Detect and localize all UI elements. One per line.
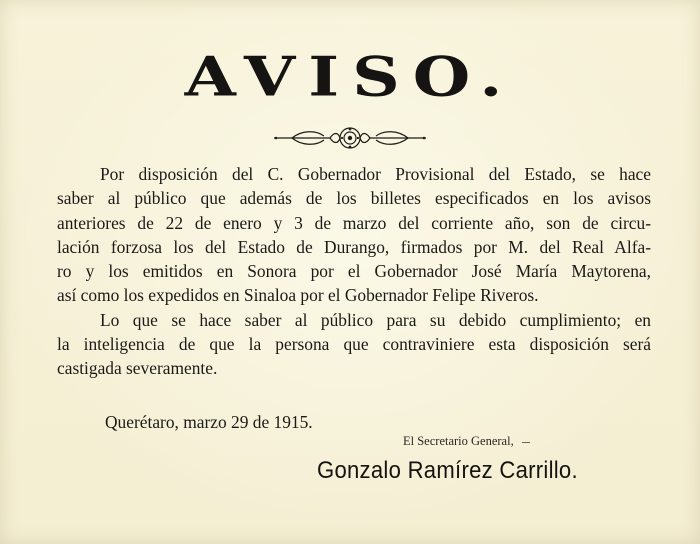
notice-body — [57, 162, 651, 381]
paragraph1-line: Por disposición del C. Gobernador Provisional del Estado, se hace — [100, 164, 651, 184]
paragraph2-line: la inteligencia de que la persona que contraviniere esta disposición será — [57, 334, 651, 355]
notice-title: AVISO. — [184, 44, 516, 109]
paragraph1-line: ro y los emitidos en Sonora por el Gobernador José María Maytorena, — [57, 261, 651, 282]
paragraph2-line: Lo que se hace saber al público para su debido cumplimiento; en — [100, 309, 651, 330]
secretary-title-text: El Secretario General, — [403, 434, 514, 448]
paragraph1-line: así como los expedidos en Sinaloa por el Gobernador Felipe Riveros. — [57, 285, 539, 306]
decorative-flourish-icon — [272, 124, 428, 152]
paragraph1-line: saber al público que además de los billetes especificados en los avisos — [57, 188, 651, 209]
signature-name: Gonzalo Ramírez Carrillo. — [317, 457, 578, 484]
dash-divider — [522, 442, 530, 443]
secretary-title — [403, 433, 530, 449]
paragraph1-line: lación forzosa los del Estado de Durango, firmados por M. del Real Alfa- — [57, 236, 651, 257]
paragraph1-line: anteriores de 22 de enero y 3 de marzo del corriente año, son de circu- — [57, 212, 651, 233]
paragraph2-line: castigada severamente. — [57, 358, 218, 379]
place-date: Querétaro, marzo 29 de 1915. — [105, 412, 313, 432]
